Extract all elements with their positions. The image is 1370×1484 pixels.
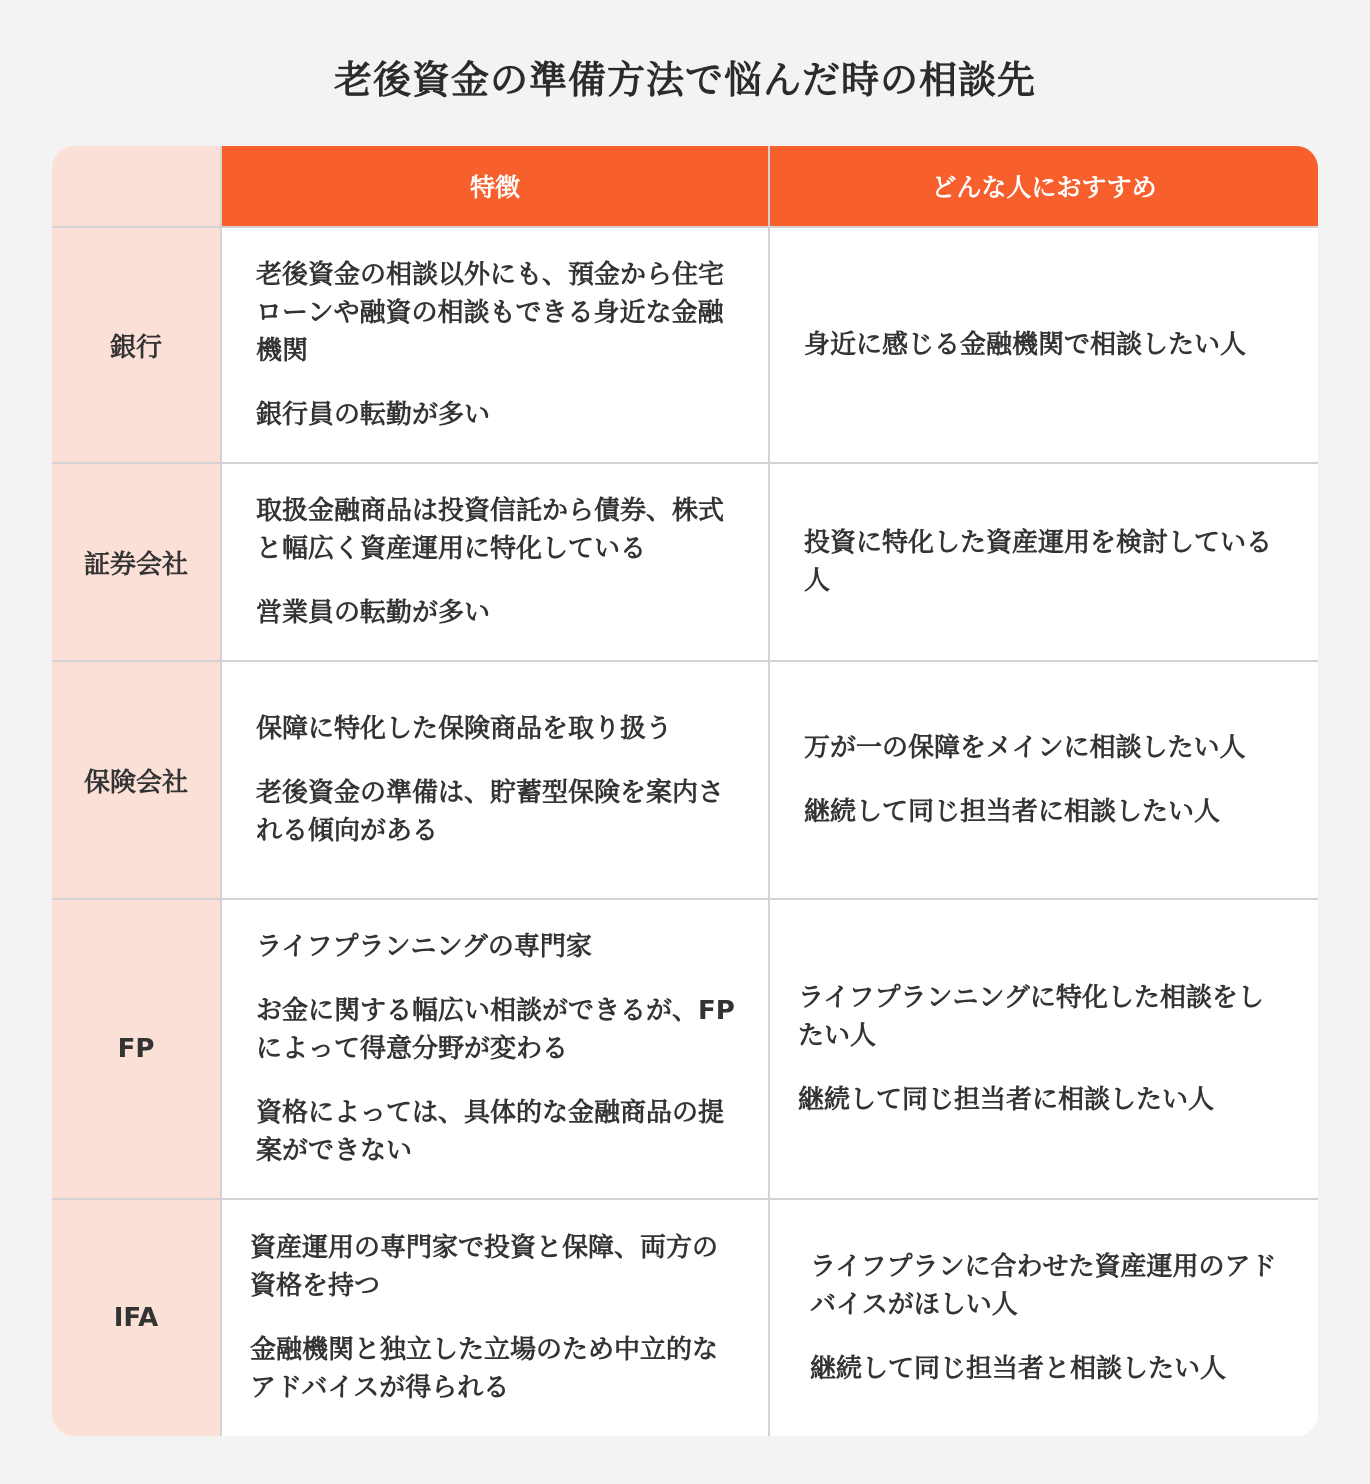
recommend-text: ライフプランニングに特化した相談をしたい人 — [798, 983, 1264, 1051]
row-label-fp: FP — [52, 900, 222, 1200]
recommend-cell-fp — [770, 900, 1318, 1200]
features-cell-insurance — [222, 662, 770, 900]
features-cell-securities — [222, 464, 770, 662]
recommend-text: 継続して同じ担当者に相談したい人 — [804, 797, 1221, 827]
table-corner — [52, 146, 222, 228]
features-cell-bank — [222, 228, 770, 464]
recommend-text: 継続して同じ担当者に相談したい人 — [798, 1085, 1215, 1115]
feature-text: 取扱金融商品は投資信託から債券、株式と幅広く資産運用に特化している — [256, 496, 725, 564]
recommend-cell-bank — [770, 228, 1318, 464]
feature-text: 営業員の転勤が多い — [256, 598, 491, 628]
recommend-text: 投資に特化した資産運用を検討している人 — [804, 528, 1273, 596]
recommend-cell-securities — [770, 464, 1318, 662]
recommend-text: ライフプランに合わせた資産運用のアドバイスがほしい人 — [810, 1252, 1277, 1320]
row-label-securities: 証券会社 — [52, 464, 222, 662]
feature-text: お金に関する幅広い相談ができるが、FPによって得意分野が変わる — [256, 996, 735, 1064]
row-label-ifa: IFA — [52, 1200, 222, 1436]
feature-text: 老後資金の相談以外にも、預金から住宅ローンや融資の相談もできる身近な金融機関 — [256, 260, 725, 366]
recommend-text: 身近に感じる金融機関で相談したい人 — [804, 330, 1247, 360]
row-label-insurance: 保険会社 — [52, 662, 222, 900]
feature-text: 資格によっては、具体的な金融商品の提案ができない — [256, 1098, 725, 1166]
feature-text: ライフプランニングの専門家 — [256, 932, 592, 962]
column-header-features: 特徴 — [222, 146, 770, 228]
features-cell-ifa — [222, 1200, 770, 1436]
feature-text: 銀行員の転勤が多い — [256, 400, 491, 430]
features-cell-fp — [222, 900, 770, 1200]
page-title: 老後資金の準備方法で悩んだ時の相談先 — [333, 58, 1036, 102]
recommend-text: 継続して同じ担当者と相談したい人 — [810, 1354, 1227, 1384]
recommend-text: 万が一の保障をメインに相談したい人 — [804, 733, 1246, 763]
recommend-cell-insurance — [770, 662, 1318, 900]
feature-text: 老後資金の準備は、貯蓄型保険を案内される傾向がある — [256, 778, 725, 846]
feature-text: 保障に特化した保険商品を取り扱う — [256, 714, 673, 744]
feature-text: 金融機関と独立した立場のため中立的なアドバイスが得られる — [250, 1335, 719, 1403]
comparison-table — [52, 146, 1318, 1436]
recommend-cell-ifa — [770, 1200, 1318, 1436]
column-header-recommend: どんな人におすすめ — [770, 146, 1318, 228]
feature-text: 資産運用の専門家で投資と保障、両方の資格を持つ — [250, 1233, 719, 1301]
row-label-bank: 銀行 — [52, 228, 222, 464]
